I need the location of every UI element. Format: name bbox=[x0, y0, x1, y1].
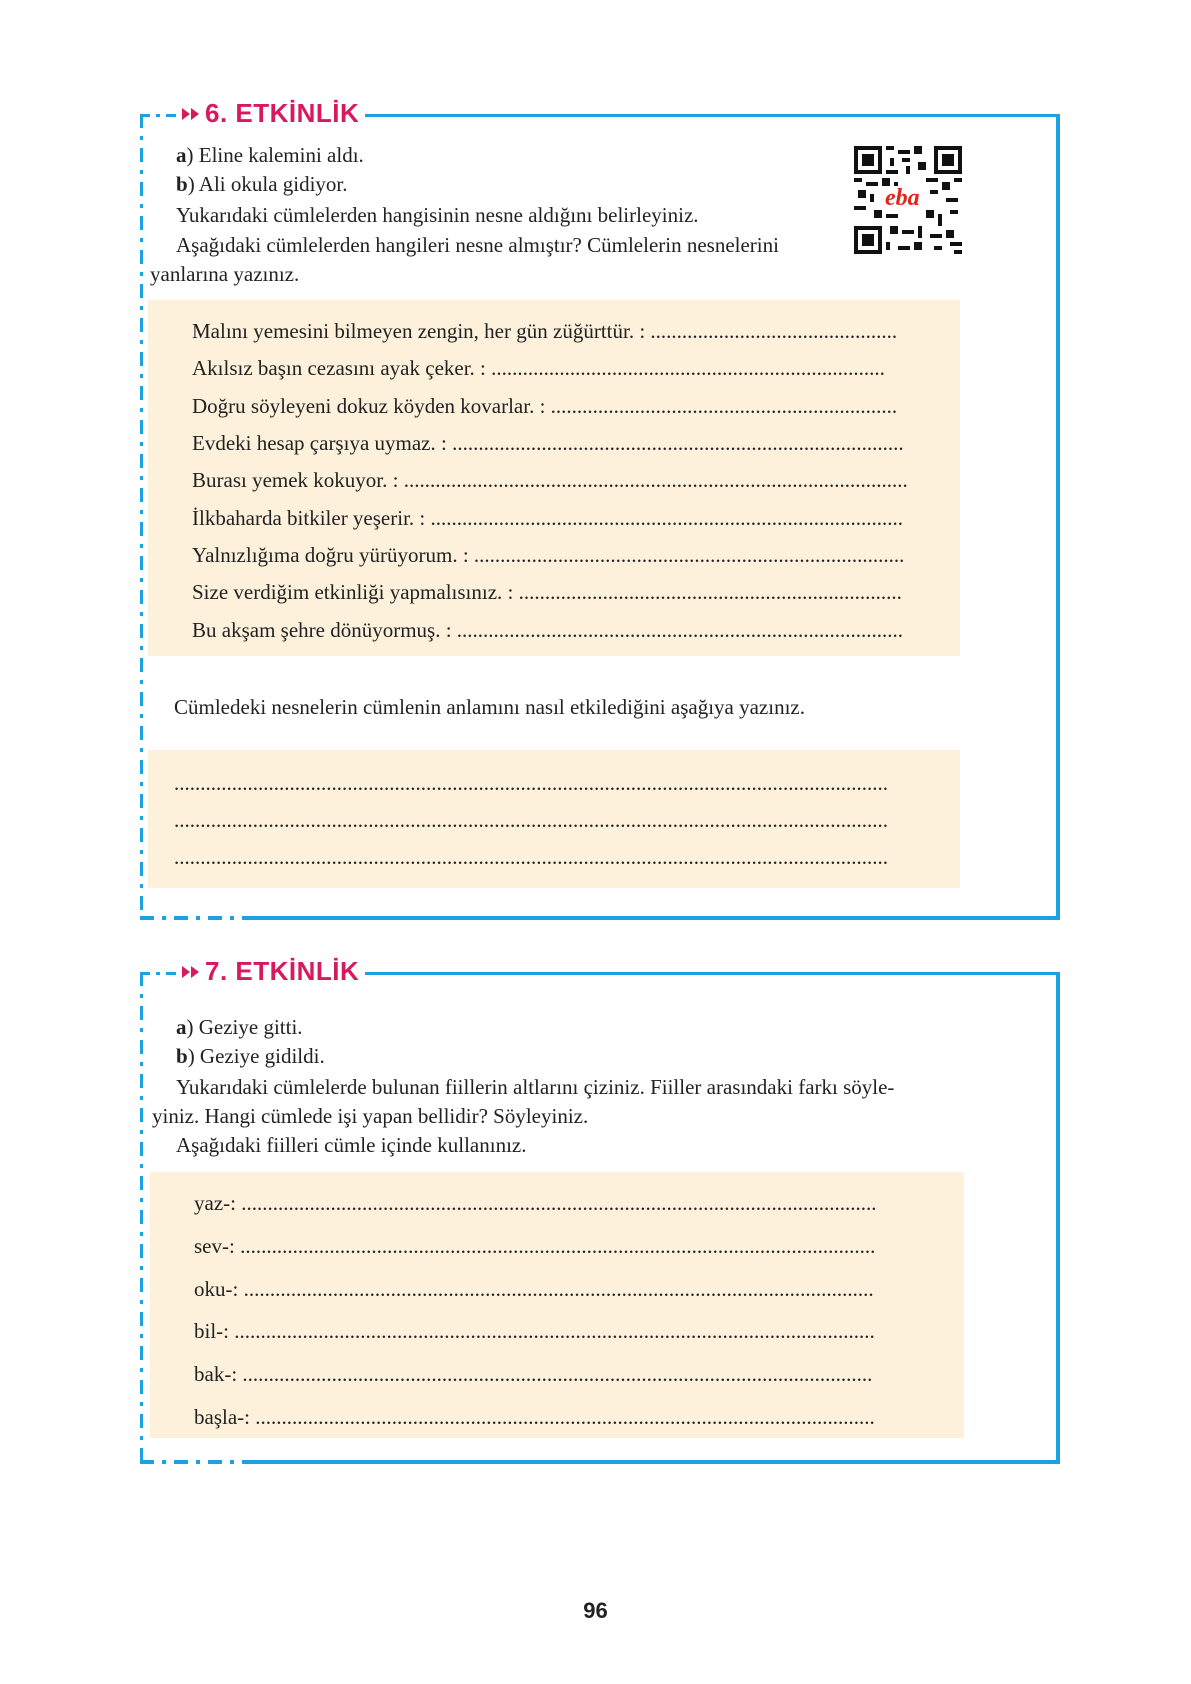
frame-right bbox=[1056, 972, 1060, 1464]
sentence-line[interactable]: Bu akşam şehre dönüyormuş. : ..................................................................................... bbox=[192, 618, 904, 642]
sentence-line[interactable]: Akılsız başın cezasını ayak çeker. : ........................................................................... bbox=[192, 356, 885, 380]
sentence-line[interactable]: Doğru söyleyeni dokuz köyden kovarlar. : .................................................................. bbox=[192, 394, 898, 418]
activity-title-text: 6. ETKİNLİK bbox=[205, 98, 360, 128]
verb-line[interactable]: bil-: .......................................................................................................................... bbox=[194, 1319, 875, 1343]
double-arrow-icon bbox=[182, 966, 199, 978]
qr-code[interactable] bbox=[854, 146, 962, 254]
answer-line[interactable]: ........................................................................................................................................ bbox=[174, 808, 888, 832]
double-arrow-icon bbox=[182, 108, 199, 120]
frame-bottom bbox=[140, 1460, 1060, 1464]
verbs-panel bbox=[150, 1172, 964, 1438]
instruction-text: Yukarıdaki cümlelerde bulunan fiillerin altlarını çiziniz. Fiiller arasındaki farkı söyle- bbox=[176, 1075, 895, 1099]
verb-line[interactable]: sev-: ......................................................................................................................... bbox=[194, 1234, 876, 1258]
item-b: b) Geziye gidildi. bbox=[176, 1044, 325, 1068]
activity-title-text: 7. ETKİNLİK bbox=[205, 956, 360, 986]
answer-line[interactable]: ........................................................................................................................................ bbox=[174, 845, 888, 869]
item-a: a) Geziye gitti. bbox=[176, 1015, 303, 1039]
sentence-line[interactable]: Evdeki hesap çarşıya uymaz. : ...................................................................................... bbox=[192, 431, 904, 455]
activity-6-box bbox=[140, 98, 1060, 920]
frame-dash bbox=[140, 916, 250, 920]
item-a: a) Eline kalemini aldı. bbox=[176, 143, 364, 167]
instruction-text: yanlarına yazınız. bbox=[150, 262, 300, 286]
verb-line[interactable]: yaz-: ......................................................................................................................... bbox=[194, 1191, 877, 1215]
instruction-text: Aşağıdaki cümlelerden hangileri nesne almıştır? Cümlelerin nesnelerini bbox=[176, 233, 779, 257]
item-b: b) Ali okula gidiyor. bbox=[176, 172, 348, 196]
sentence-line[interactable]: Size verdiğim etkinliği yapmalısınız. : ......................................................................... bbox=[192, 580, 902, 604]
frame-bottom bbox=[140, 916, 1060, 920]
eba-logo: eba bbox=[882, 186, 923, 210]
frame-left bbox=[140, 114, 143, 920]
verb-line[interactable]: bak-: ........................................................................................................................ bbox=[194, 1362, 873, 1386]
page-number: 96 bbox=[583, 1598, 608, 1623]
frame-dash bbox=[140, 114, 180, 117]
verb-line[interactable]: oku-: ........................................................................................................................ bbox=[194, 1277, 874, 1301]
answer-line[interactable]: ........................................................................................................................................ bbox=[174, 771, 888, 795]
activity-title bbox=[176, 956, 365, 987]
activity-title bbox=[176, 98, 365, 129]
frame-left bbox=[140, 972, 143, 1464]
sentence-line[interactable]: Burası yemek kokuyor. : ................................................................................................ bbox=[192, 468, 908, 492]
activity-7-box bbox=[140, 956, 1060, 1464]
instruction-text: Aşağıdaki fiilleri cümle içinde kullanınız. bbox=[176, 1133, 527, 1157]
sentence-line[interactable]: Malını yemesini bilmeyen zengin, her gün züğürttür. : ............................................... bbox=[192, 319, 898, 343]
instruction-text: yiniz. Hangi cümlede işi yapan bellidir? Söyleyiniz. bbox=[152, 1104, 589, 1128]
question-text: Cümledeki nesnelerin cümlenin anlamını nasıl etkilediğini aşağıya yazınız. bbox=[174, 695, 805, 719]
answer-panel bbox=[148, 750, 960, 888]
sentence-line[interactable]: İlkbaharda bitkiler yeşerir. : .......................................................................................... bbox=[192, 506, 903, 530]
frame-right bbox=[1056, 114, 1060, 920]
frame-dash bbox=[140, 972, 180, 975]
instruction-text: Yukarıdaki cümlelerden hangisinin nesne aldığını belirleyiniz. bbox=[176, 203, 699, 227]
verb-line[interactable]: başla-: ...................................................................................................................... bbox=[194, 1405, 875, 1429]
sentences-panel bbox=[148, 300, 960, 656]
frame-dash bbox=[140, 1460, 250, 1464]
sentence-line[interactable]: Yalnızlığıma doğru yürüyorum. : .................................................................................. bbox=[192, 543, 905, 567]
